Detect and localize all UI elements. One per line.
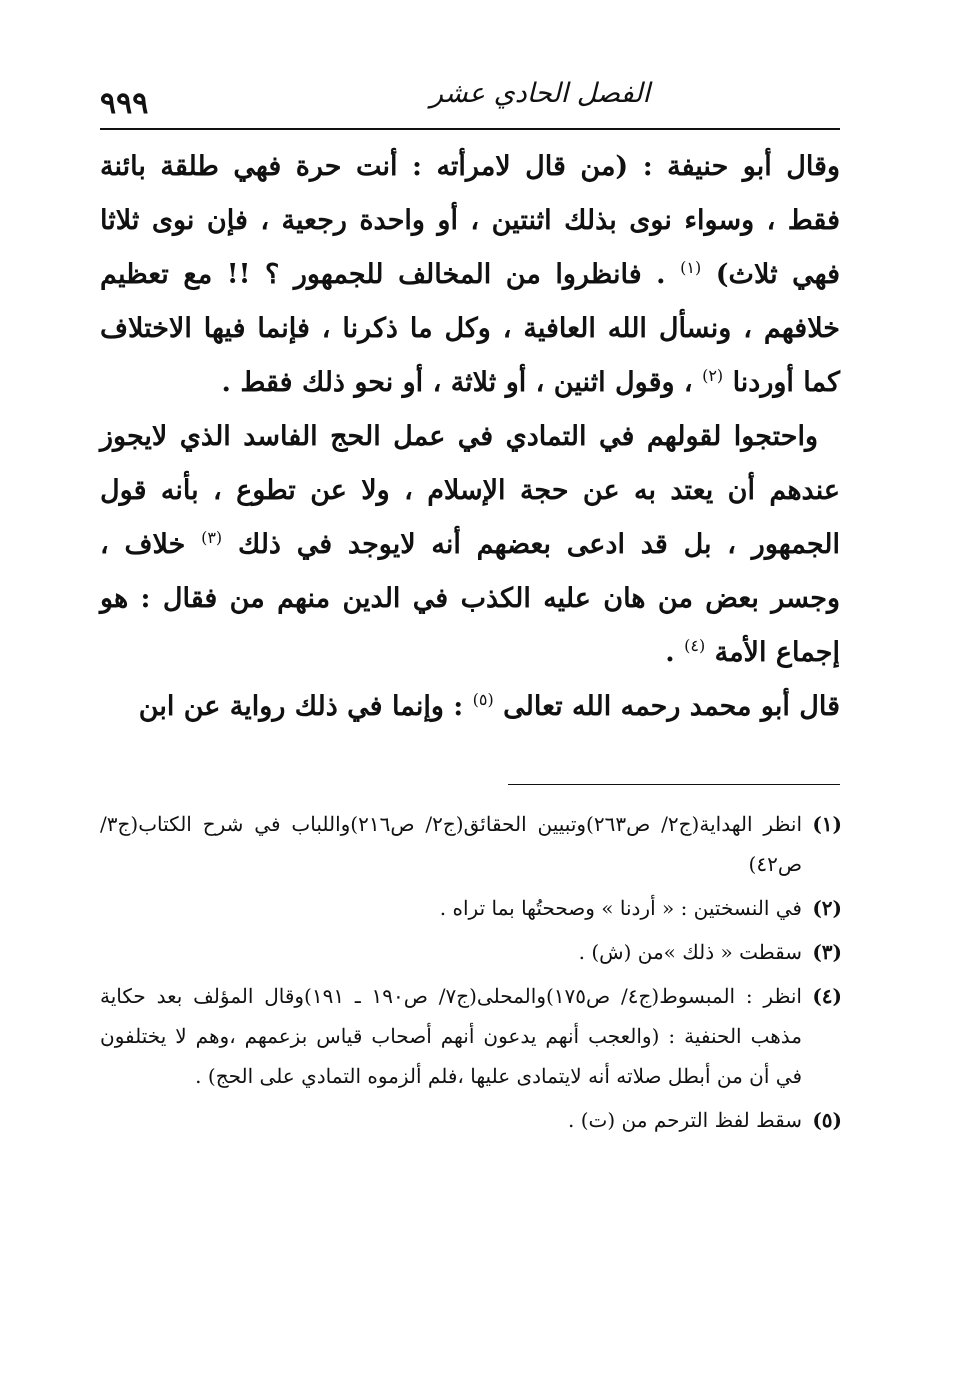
footnote-3 <box>100 932 842 972</box>
footnote-2 <box>100 888 842 928</box>
footnote-marker-3: (٣) <box>201 528 223 547</box>
paragraph-1-text-a: وقال أبو حنيفة : (من قال لامرأته : أنت حرة فهي طلقة بائنة فقط ، وسواء نوى بذلك اثنتين ، أو واحدة رجعية ، فإن نوى ثلاثا فهي ثلاث) <box>100 151 841 290</box>
footnote-number: (٢) <box>812 896 842 920</box>
paragraph-3-text-b: : وإنما في ذلك رواية عن ابن <box>138 691 464 722</box>
footnotes <box>100 804 842 1144</box>
footnote-number: (٣) <box>812 940 842 964</box>
footnote-text: انظر الهداية(ج٢/ ص٢٦٣)وتبيين الحقائق(ج٢/ ص٢١٦)واللباب في شرح الكتاب(ج٣/ ص٤٢) <box>100 812 803 876</box>
footnote-marker-1: (١) <box>680 258 702 277</box>
paragraph-1-text-c: ، وقول اثنين ، أو ثلاثة ، أو نحو ذلك فقط . <box>221 367 693 398</box>
footnote-number: (١) <box>812 812 842 836</box>
footnote-separator <box>508 784 840 785</box>
footnote-marker-2: (٢) <box>702 366 724 385</box>
page-header <box>100 72 840 130</box>
header-rule <box>100 128 840 130</box>
main-text <box>100 140 840 734</box>
paragraph-1 <box>100 140 840 410</box>
footnote-text: سقط لفظ الترحم من (ت) . <box>568 1108 802 1132</box>
footnote-5 <box>100 1100 842 1140</box>
footnote-number: (٤) <box>812 984 842 1008</box>
paragraph-2-text-b: خلاف ، وجسر بعض من هان عليه الكذب في الدين منهم من فقال : هو إجماع الأمة <box>100 529 840 668</box>
footnote-text: في النسختين : « أردنا » وصححتُها بما تراه . <box>439 896 802 920</box>
footnote-marker-5: (٥) <box>472 690 494 709</box>
page-number: ٩٩٩ <box>100 86 149 121</box>
paragraph-2 <box>100 410 840 680</box>
footnote-4 <box>100 976 842 1096</box>
footnote-1 <box>100 804 842 884</box>
paragraph-3-text-a: قال أبو محمد رحمه الله تعالى <box>503 691 840 722</box>
paragraph-2-text-c: . <box>665 637 675 668</box>
footnote-marker-4: (٤) <box>684 636 706 655</box>
footnote-number: (٥) <box>812 1108 842 1132</box>
footnote-text: انظر : المبسوط(ج٤/ ص١٧٥)والمحلى(ج٧/ ص١٩٠ ـ ١٩١)وقال المؤلف بعد حكاية مذهب الحنفية : (والعجب أنهم يدعون أنهم أصحاب قياس بزعمهم ،وهم لا يختلفون في أن من أبطل صلاته أنه لايتمادى عليها ،فلم ألزموه التمادي على الحج) . <box>100 984 802 1088</box>
paragraph-3 <box>100 680 840 734</box>
paragraph-2-text-a: واحتجوا لقولهم في التمادي في عمل الحج الفاسد الذي لايجوز عندهم أن يعتد به عن حجة الإسلام ، ولا عن تطوع ، بأنه قول الجمهور ، بل قد ادعى بعضهم أنه لايوجد في ذلك <box>100 421 840 560</box>
chapter-title: الفصل الحادي عشر <box>429 78 650 109</box>
footnote-text: سقطت « ذلك »من (ش) . <box>578 940 802 964</box>
paragraph-1-text-b: . فانظروا من المخالف للجمهور ؟ !! مع تعظيم خلافهم ، ونسأل الله العافية ، وكل ما ذكرنا ، فإنما فيها الاختلاف كما أوردنا <box>100 259 840 398</box>
